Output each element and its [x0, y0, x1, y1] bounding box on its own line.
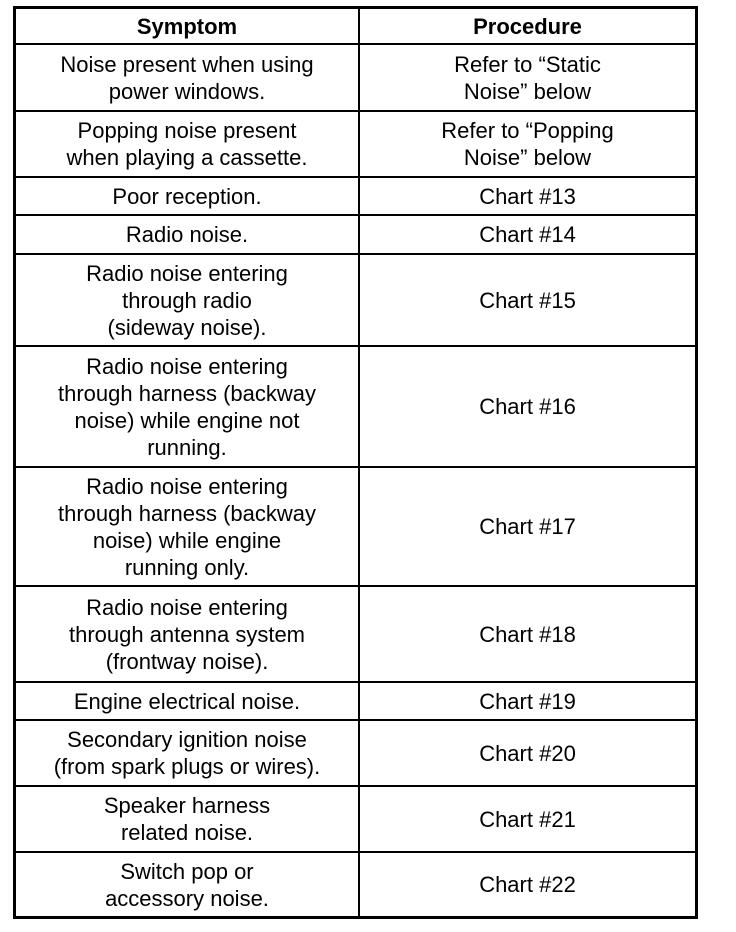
procedure-cell — [359, 586, 696, 682]
procedure-text: Chart #13 — [479, 183, 576, 209]
symptom-cell — [15, 44, 359, 111]
table-row — [15, 111, 696, 177]
table-header-row — [15, 8, 696, 44]
table-row — [15, 254, 696, 346]
symptom-cell — [15, 254, 359, 346]
symptom-cell — [15, 111, 359, 177]
symptom-text: Noise present when using power windows. — [60, 51, 314, 104]
procedure-text: Refer to “Popping Noise” below — [441, 118, 614, 170]
symptom-cell — [15, 852, 359, 917]
symptom-cell — [15, 720, 359, 786]
procedure-text: Chart #21 — [479, 806, 576, 832]
procedure-text: Chart #14 — [479, 222, 576, 247]
procedure-cell — [359, 177, 696, 215]
procedure-text: Chart #19 — [479, 688, 576, 714]
symptom-text: Popping noise present when playing a cassette. — [66, 118, 308, 170]
symptom-text: Speaker harness related noise. — [103, 793, 271, 845]
procedure-cell — [359, 682, 696, 720]
symptom-procedure-table-container — [14, 7, 695, 918]
procedure-text: Chart #16 — [479, 394, 576, 419]
procedure-cell — [359, 852, 696, 917]
procedure-text: Chart #18 — [479, 621, 576, 647]
symptom-text: Radio noise entering through antenna system (frontway noise). — [68, 594, 306, 674]
table-row — [15, 346, 696, 467]
symptom-cell — [15, 786, 359, 852]
table-row — [15, 852, 696, 917]
table-row — [15, 720, 696, 786]
procedure-text: Chart #15 — [479, 287, 576, 313]
table-row — [15, 682, 696, 720]
procedure-text: Refer to “Static Noise” below — [454, 51, 601, 104]
procedure-cell — [359, 111, 696, 177]
procedure-cell — [359, 720, 696, 786]
symptom-text: Radio noise entering through radio (sideway noise). — [86, 260, 288, 340]
procedure-cell — [359, 786, 696, 852]
symptom-cell — [15, 177, 359, 215]
table-row — [15, 44, 696, 111]
symptom-cell — [15, 586, 359, 682]
procedure-cell — [359, 215, 696, 254]
symptom-text: Radio noise. — [125, 222, 249, 247]
table-row — [15, 786, 696, 852]
procedure-cell — [359, 346, 696, 467]
procedure-text: Chart #17 — [479, 514, 576, 539]
symptom-text: Switch pop or accessory noise. — [105, 858, 269, 911]
symptom-text: Engine electrical noise. — [73, 688, 301, 714]
procedure-cell — [359, 44, 696, 111]
symptom-text: Radio noise entering through harness (backway noise) while engine running only. — [57, 473, 317, 580]
symptom-text: Radio noise entering through harness (backway noise) while engine not running. — [57, 353, 317, 460]
symptom-cell — [15, 467, 359, 586]
symptom-cell — [15, 346, 359, 467]
symptom-procedure-table — [14, 7, 697, 918]
table-row — [15, 215, 696, 254]
symptom-text: Secondary ignition noise (from spark plugs or wires). — [53, 727, 321, 779]
table-row — [15, 177, 696, 215]
header-symptom: Symptom — [15, 8, 359, 44]
procedure-cell — [359, 467, 696, 586]
symptom-cell — [15, 215, 359, 254]
symptom-cell — [15, 682, 359, 720]
table-row — [15, 586, 696, 682]
header-procedure: Procedure — [359, 8, 696, 44]
procedure-text: Chart #20 — [479, 740, 576, 766]
table-row — [15, 467, 696, 586]
procedure-cell — [359, 254, 696, 346]
procedure-text: Chart #22 — [479, 872, 576, 897]
symptom-text: Poor reception. — [112, 183, 262, 209]
